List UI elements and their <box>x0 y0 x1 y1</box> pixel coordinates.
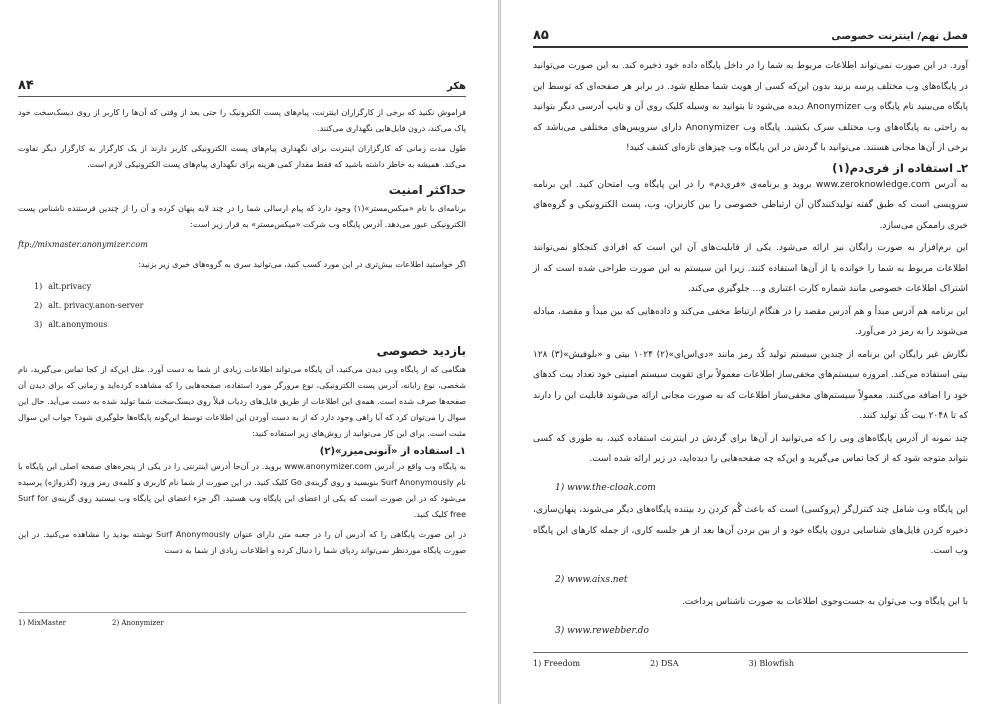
paragraph: این پایگاه وب شامل چند کنترل‌گر (پروکسی) است که باعث گُم کردن رد بیننده پایگاه‌های دیگر می‌شوند، پنهان‌سازی، ذخیره کردن فایل‌های شناسایی درون پایگاه خود و از بین بردن آن‌ها بعد از هر جلسه کاری، از جمله کارهای این پایگاه وب است. <box>533 505 968 556</box>
subsection-heading: ۱ـ استفاده از «آنونی‌میزر»(۲) <box>319 446 466 457</box>
paragraph: نگارش غیر رایگان این برنامه از چندین سیستم تولید کُد رمز مانند «دی‌اس‌ای»(۲) ۱۰۲۴ بیتی و «بلوفیش»(۳) ۱۲۸ بیتی استفاده می‌کند. امروزه سیستم‌های مخفی‌ساز اطلاعات معمولاً برای تقویت سیستم امنیتی خود تعداد بیت کدهای خود را اضافه می‌کنند. معمولاً سیستم‌های مخفی‌ساز اطلاعات که به صورت مجانی ارائه می‌شوند قابلیت این را دارند که تا ۲۰۴۸ بیت کُد تولید کنند. <box>533 349 969 421</box>
page-header <box>18 78 466 97</box>
running-title: هکر <box>447 81 466 92</box>
list-item: 1) alt.privacy <box>34 282 92 291</box>
section-heading: بازدید خصوصی <box>376 344 466 358</box>
running-title: فصل نهم/ اینترنت خصوصی <box>831 31 968 42</box>
url-text: 2) www.aixs.net <box>555 574 628 585</box>
paragraph: طول مدت زمانی که کارگزاران اینترنت برای نگهداری پیام‌های پست الکترونیکی کاربر دارند از یک کارگزار به کارگزار دیگر تفاوت می‌کند. همیشه به خاطر داشته باشید که فقط مقدار کمی هزینه برای نگهداری پیام‌های پست الکترونیکی لازم است. <box>18 144 466 169</box>
paragraph: هنگامی که از پایگاه وبی دیدن می‌کنید، آن پایگاه می‌تواند اطلاعات زیادی از شما به دست آورد. مثل این‌که از کجا تماس می‌گیرید، نام شخصی، نوع رایانه، آدرس پست الکترونیکی، نوع مرورگر مورد استفاده، صفحه‌هایی را که مشاهده کرده‌اید و زمانی که برای دیدن آن صفحه‌ها صرف شده است. همه‌ی این اطلاعات از طریق فایل‌های ردیاب قبلاً روی دیسک‌سخت شما تولید شده به دست می‌آید. حال این سوال را می‌توان کرد که آیا راهی وجود دارد که از به دست آوردن این اطلاعات توسط این‌گونه پایگاه‌ها جلوگیری شود؟ جواب این سوال مثبت است. برای این کار می‌توانید از روش‌های زیر استفاده کنید: <box>18 365 466 438</box>
page-number: ۸۵ <box>533 28 549 43</box>
url-text: 3) www.rewebber.do <box>555 625 649 636</box>
section-heading: ۲ـ استفاده از فری‌دم(۱) <box>832 160 968 175</box>
paragraph: این نرم‌افزار به صورت رایگان نیز ارائه می‌شود. یکی از قابلیت‌های آن این است که افرادی کنجکاو نمی‌توانند اطلاعات مربوط به شما را خوانده یا از آن‌ها استفاده کنند. زیرا این سیستم به این صورت طراحی شده است که از اشتراک اطلاعات خصوصی مانند شماره کارت اعتباری و... جلوگیری می‌کند. <box>533 243 968 294</box>
newsgroup-list <box>18 277 466 334</box>
url-text: ftp://mixmaster.anonymizer.com <box>18 240 148 249</box>
paragraph: این برنامه هم آدرس مبدأ و هم آدرس مقصد را در هنگام ارتباط مخفی می‌کند و داده‌هایی که بین مبدأ و مقصد، مبادله می‌شوند را به رمز در می‌آورد. <box>533 306 968 337</box>
paragraph: اگر خواستید اطلاعات بیش‌تری در این مورد کسب کنید، می‌توانید سری به گروه‌های خبری زیر بزنید: <box>138 260 466 269</box>
paragraph: فراموش نکنید که برخی از کارگزاران اینترنت، پیام‌های پست الکترونیک را حتی بعد از وقتی که آن‌ها را کاربر از روی دیسک‌سخت خود پاک می‌کند، درون فایل‌هایی نگهداری می‌کنند. <box>18 108 466 133</box>
paragraph: با این پایگاه وب می‌توان به جست‌وجوی اطلاعات به صورت ناشناس پرداخت. <box>681 597 968 607</box>
paragraph: برنامه‌ای با نام «میکس‌مستر»(۱) وجود دارد که پیام ارسالی شما را در چند لایه پنهان کرده و آن را از چندین فرستنده ناشناس پست الکترونیکی عبور می‌دهد. آدرس پایگاه وب شرکت «میکس‌مستر» به قرار زیر است: <box>18 204 467 229</box>
paragraph: به آدرس www.zeroknowledge.com بروید و برنامه‌ی «فری‌دم» را در این پایگاه وب امتحان کنید. این برنامه سرویسی است که طبق گفته تولیدکنندگان آن ارتباطی خصوصی را بین کاربران، وب، پست الکترونیکی و گروه‌های خبری راممکن می‌سازد. <box>533 179 968 231</box>
page-body <box>533 56 968 641</box>
footnotes <box>18 612 466 627</box>
paragraph: به پایگاه وب واقع در آدرس www.anonymizer.com بروید. در آن‌جا آدرس اینترنتی را در یکی از پنجره‌های صفحه اصلی این پایگاه با نام Surf Anonymously بنویسید و روی گزینه‌ی Go کلیک کنید. در این صورت از شما نام کاربری و کلمه‌ی رمز ورود (گذرواژه) پرسیده می‌شود که در این صورت است که یکی از اعضای این پایگاه وب هستید. اگر جزء اعضای این پایگاه وب نیستید روی گزینه‌ی Surf for free کلیک کنید. <box>18 462 467 519</box>
page-number: ۸۴ <box>18 78 34 93</box>
footnote: 1) Freedom <box>533 659 581 668</box>
page-header <box>533 28 968 48</box>
list-item: 2) alt. privacy.anon-server <box>34 301 144 310</box>
footnote: 2) Anonymizer <box>112 619 164 627</box>
paragraph: آورد. در این صورت نمی‌تواند اطلاعات مربوط به شما را در داخل پایگاه داده خود ذخیره کند. به این صورت می‌توانید در پایگاه‌های وب مختلف پرسه بزنید بدون این‌که کسی از هویت شما مطلع شود. در برابر هر صفحه‌ای که توسط این پایگاه می‌بینید نام پایگاه وب Anonymizer دیده می‌شود تا بتوانید به وسیله کلیک روی آن و تایپ آدرسی دیگر بتوانید به راحتی به پایگاه‌های وب مختلف سرک بکشید. پایگاه وب Anonymizer دارای سرویس‌های مختلفی می‌باشد که برخی از آن‌ها مجانی هستند. می‌توانید با گردش در این پایگاه وب چیزهای تازه‌ای کشف کنید! <box>533 61 968 153</box>
footnote: 2) DSA <box>650 659 679 668</box>
page-body <box>18 105 466 559</box>
footnotes <box>533 652 968 668</box>
footnote: 3) Blowfish <box>748 659 795 668</box>
section-heading: حداکثر امنیت <box>388 183 466 197</box>
paragraph: در این صورت پایگاهی را که آدرس آن را در جعبه متن دارای عنوان Surf Anonymously نوشته بودید را مشاهده می‌کنید. در این صورت پایگاه موردنظر نمی‌تواند ردپای شما را دنبال کرده و اطلاعات زیادی از شما به دست <box>18 530 467 555</box>
paragraph: چند نمونه از آدرس پایگاه‌های وبی را که می‌توانید از آن‌ها برای گردش در اینترنت استفاده کنید، به طوری که کسی نتواند متوجه شود که از کجا تماس می‌گیرید و این‌که چه صفحه‌هایی را دیده‌اید، در زیر ارائه شده است. <box>533 433 968 464</box>
right-page <box>500 0 998 704</box>
url-text: 1) www.the-cloak.com <box>555 482 656 493</box>
footnote: 1) MixMaster <box>18 619 66 627</box>
list-item: 3) alt.anonymous <box>34 320 108 329</box>
